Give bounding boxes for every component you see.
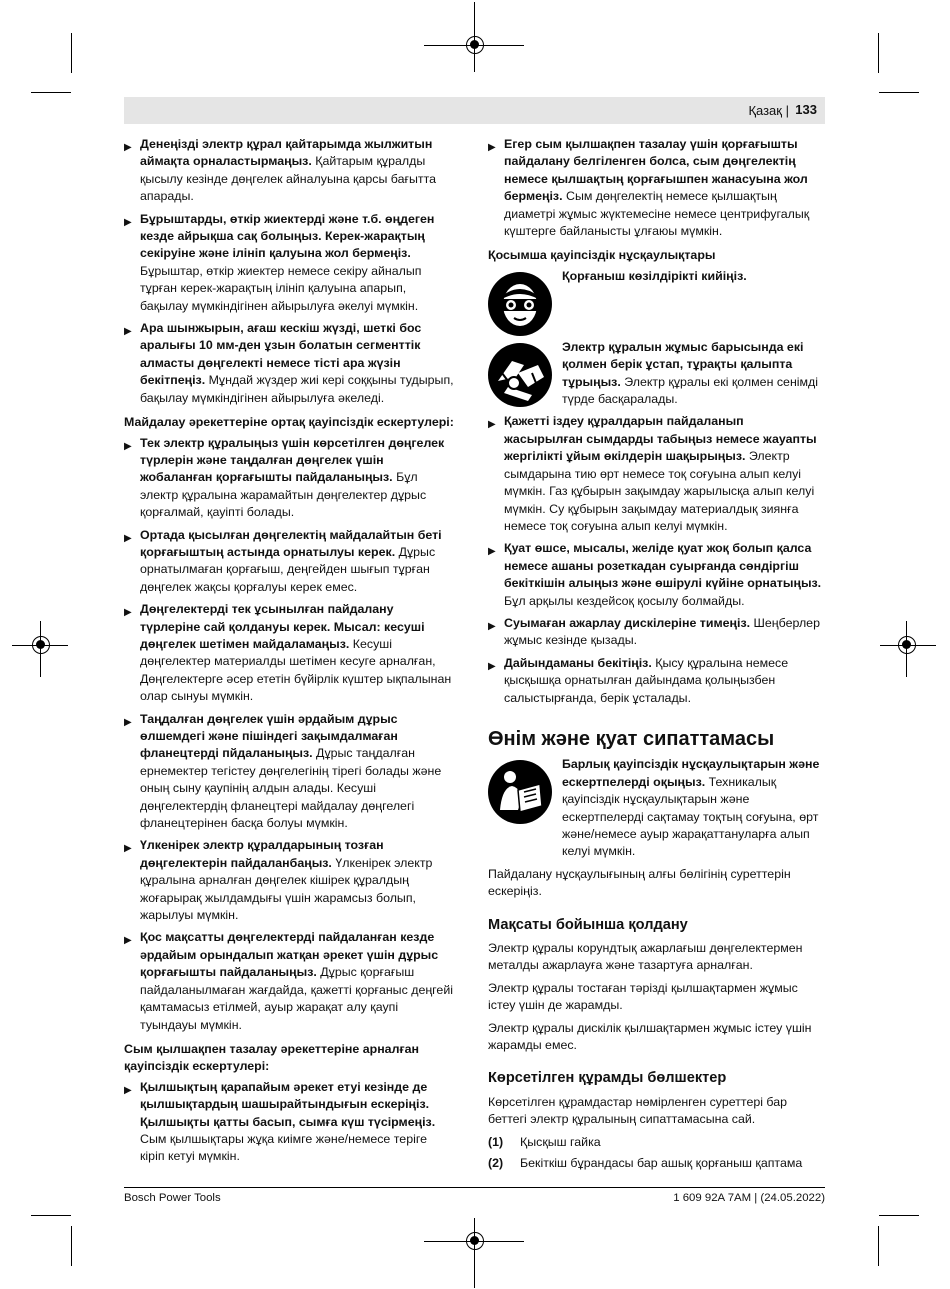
crop-mark	[71, 33, 72, 73]
header-language: Қазақ |	[748, 103, 789, 118]
bullet-bold: Қажетті іздеу құралдарын пайдаланып жасырылған сымдарды табыңыз немесе жауапты жергілікті ұйым өкілдерін шақырыңыз.	[504, 414, 817, 464]
bullet-triangle-icon: ▶	[124, 935, 132, 947]
bullet-bold: Ара шынжырын, ағаш кескіш жүзді, шеткі бос аралығы 10 мм-ден ұзын болатын сегменттік алмасты дөңгелекті немесе тісті ара жүзін бекітпеңіз.	[140, 321, 422, 388]
section-heading-wire-brushing: Сым қылшақпен тазалау әрекеттеріне арналған қауіпсіздік ескертулері:	[124, 1041, 419, 1074]
read-manual-icon	[488, 760, 552, 824]
component-number: (2)	[488, 1156, 504, 1171]
bullet-list	[124, 435, 454, 1034]
component-number: (1)	[488, 1134, 504, 1149]
bullet-triangle-icon: ▶	[124, 440, 132, 452]
bullet-triangle-icon: ▶	[124, 142, 132, 153]
bullet-text: Мұндай жүздер жиі кері соққыны тудырып, бақылау мүмкіндігінен айырылуға әкеледі.	[140, 373, 454, 405]
heading-intended-use: Мақсаты бойынша қолдану	[488, 916, 688, 933]
section-title: Өнім және қуат сипаттамасы	[488, 727, 775, 750]
bullet-bold: Ортада қысылған дөңгелектің майдалайтын беті қорғағыштың астында орнатылуы керек.	[140, 527, 442, 559]
bullet-text: Электр сымдарына тию өрт немесе тоқ соғуына алып келуі мүмкін. Газ құбырын зақымдау жарылысқа алып келуі мүмкін. Су құбырын зақымдау материалдық зиянға немесе тоқ соғуына алып келуі мүмкін.	[504, 449, 815, 533]
bullet-list	[124, 136, 454, 407]
section-heading-grinding: Майдалау әрекеттеріне ортақ қауіпсіздік ескертулері:	[124, 415, 454, 430]
bullet-bold: Тек электр құралыңыз үшін көрсетілген дөңгелек түрлерін және таңдалған дөңгелек үшін жобаланған қорғағышты пайдаланыңыз.	[140, 435, 445, 485]
bullet-bold: Қылшықтың қарапайым әрекет етуі кезінде де қылшықтардың шашырайтындығын ескеріңіз. Қылшықты қатты басып, сымға күш түсірмеңіз.	[140, 1079, 436, 1129]
bullet-triangle-icon: ▶	[488, 419, 496, 431]
bullet-bold: Қос мақсатты дөңгелектерді пайдаланған кезде әрдайым орындалып жатқан әрекет үшін дұрыс қорғағышты пайдаланыңыз.	[140, 930, 439, 980]
bullet-triangle-icon: ▶	[488, 142, 496, 153]
bullet-triangle-icon: ▶	[124, 716, 132, 728]
bullet-bold: Дөңгелектерді тек ұсынылған пайдалану түрлеріне сай қолдануы керек. Мысал: кесуші дөңгелек шетімен майдаламаңыз.	[140, 602, 425, 651]
bullet-text: Шеңберлер жұмыс кезінде қызады.	[504, 615, 820, 648]
bullet-text: Сым қылшықтары жұқа киімге және/немесе теріге кіріп кетуі мүмкін.	[140, 1131, 427, 1164]
safety-goggles-icon	[488, 272, 552, 336]
notice-bold: Қорғаныш көзілдірікті кийіңіз.	[562, 268, 747, 283]
bullet-item	[488, 655, 825, 707]
bullet-list	[488, 136, 825, 240]
bullet-bold: Егер сым қылшақпен тазалау үшін қорғағышты пайдалану белгіленген болса, сым дөңгелектің немесе қылшақтың қорғағышпен жанасуына жол бермеңіз.	[504, 137, 808, 204]
footer-brand: Bosch Power Tools	[124, 1192, 221, 1204]
goggles-notice	[488, 268, 825, 334]
bullet-item	[488, 413, 825, 535]
crop-mark	[31, 92, 71, 93]
paragraph-images: Пайдалану нұсқаулығының алғы бөлігінің суреттерін ескеріңіз.	[488, 866, 791, 899]
footer-rule	[124, 1187, 825, 1188]
bullet-triangle-icon: ▶	[488, 546, 496, 558]
crop-mark	[878, 33, 879, 73]
bullet-text: Бұрыштар, өткір жиектер немесе секіру айналып тұрған керек-жарақтың ілініп қалуына апарып, бақылау мүмкіндігінен айырылуға әкелуі мүмкін.	[140, 263, 422, 313]
registration-mark-icon	[898, 636, 916, 654]
bullet-item	[124, 320, 454, 407]
registration-mark-icon	[466, 36, 484, 54]
components-intro: Көрсетілген құрамдастар нөмірленген суреттері бар беттегі электр құралының сипаттамасына сай.	[488, 1094, 788, 1127]
bullet-item	[124, 601, 454, 705]
bullet-item	[488, 136, 825, 240]
notice-bold: Барлық қауіпсіздік нұсқаулықтарын және ескертпелерді оқыңыз.	[562, 757, 820, 789]
bullet-triangle-icon: ▶	[124, 532, 132, 544]
bullet-item	[124, 837, 454, 924]
bullet-text: Қысу құралына немесе қысқышқа орнатылған дайындама қолыңызбен салыстырғанда, берік ұсталады.	[504, 655, 789, 705]
bullet-text: Бұл арқылы кездейсоқ қосылу болмайды.	[504, 593, 745, 608]
heading-components: Көрсетілген құрамды бөлшектер	[488, 1070, 727, 1087]
bullet-item	[124, 211, 454, 315]
bullet-text: Дұрыс таңдалған ернемектер тегістеу дөңгелегінің тірегі болады және оның сыну қаупінің алдын алады. Кесуші дөңгелектердің фланецтері майдалау дөңгелегі фланецтерінен басқа болуы мүмкін.	[140, 746, 442, 831]
page-number: 133	[795, 102, 817, 117]
two-hands-grip-icon	[488, 343, 552, 407]
bullet-bold: Бұрыштарды, өткір жиектерді және т.б. өңдеген кезде айрықша сақ болыңыз. Керек-жарақтың секіруіне және ілініп қалуына жол бермеңіз.	[140, 211, 435, 261]
notice-text: Техникалық қауіпсіздік нұсқаулықтарын және ескертпелерді сақтамау тоқтың соғуына, өрт және/немесе ауыр жарақаттануларға алып келуі мүмкін.	[562, 774, 819, 859]
bullet-item	[488, 615, 825, 650]
bullet-triangle-icon: ▶	[124, 843, 132, 855]
bullet-bold: Денеңізді электр құрал қайтарымда жылжитын аймақта орналастырмаңыз.	[140, 137, 433, 169]
bullet-triangle-icon: ▶	[124, 216, 132, 228]
bullet-text: Үлкенірек электр құралына арналған дөңгелек кішірек құралдың жоғарырақ жылдамдығы үшін жарамсыз болып, жарылуы мүмкін.	[140, 855, 433, 923]
crop-mark	[878, 1226, 879, 1266]
bullet-text: Қайтарым құралды қысылу кезінде дөңгелек айналуына қарсы бағытта апарады.	[140, 154, 437, 204]
crop-mark	[71, 1226, 72, 1266]
bullet-item	[488, 540, 825, 610]
bullet-item	[124, 711, 454, 833]
bullet-text: Сым дөңгелектің немесе қылшақтың диаметрі жұмыс жүктемесіне немесе центрифугалық күштерге байланысты ұлғаюы мүмкін.	[504, 189, 810, 239]
bullet-triangle-icon: ▶	[124, 607, 132, 619]
bullet-text: Кесуші дөңгелектер материалды шетімен кесуге арналған, Дөңгелектерге әсер ететін бүйірлік күштер ықпалынан олар сынуы мүмкін.	[140, 636, 452, 704]
intended-use-paragraph: Электр құралы дискілік қылшақтармен жұмыс істеу үшін жарамды емес.	[488, 1020, 812, 1053]
bullet-list	[488, 413, 825, 707]
bullet-bold: Үлкенірек электр құралдарының тозған дөңгелектерін пайдаланбаңыз.	[140, 838, 384, 870]
bullet-text: Дұрыс қорғағыш пайдаланылмаған жағдайда, қажетті қорғаныс деңгейі қамтамасыз етілмей, ауыр жарақат алу қаупі туындауы мүмкін.	[140, 965, 453, 1032]
notice-text: Электр құралы екі қолмен сенімді түрде басқаралады.	[562, 374, 819, 407]
components-list	[488, 1134, 825, 1173]
bullet-text: Дұрыс орнатылмаған қорғағыш, деңгейден шығып тұрған дөңгелек жақсы қорғалуы керек емес.	[140, 544, 436, 594]
bullet-triangle-icon: ▶	[124, 326, 132, 338]
left-column	[124, 136, 454, 1171]
crop-mark	[879, 92, 919, 93]
component-label: Қысқыш гайка	[520, 1134, 601, 1149]
right-column	[488, 136, 825, 1177]
intended-use-paragraph: Электр құралы тостаған тәрізді қылшақтармен жұмыс істеу үшін де жарамды.	[488, 980, 798, 1013]
crop-mark	[31, 1215, 71, 1216]
bullet-item	[124, 1079, 454, 1166]
bullet-triangle-icon: ▶	[488, 660, 496, 672]
bullet-item	[124, 435, 454, 522]
registration-mark-icon	[32, 636, 50, 654]
page-header	[124, 97, 825, 124]
two-hands-notice	[488, 339, 825, 409]
bullet-bold: Қуат өшсе, мысалы, желіде қуат жоқ болып қалса немесе ашаны розеткадан суырғанда сөндіргіш бекіткішін алыңыз және өшірулі күйіне орнатыңыз.	[504, 541, 822, 591]
bullet-triangle-icon: ▶	[124, 1084, 132, 1096]
bullet-bold: Таңдалған дөңгелек үшін әрдайым дұрыс өлшемдегі және пішіндегі зақымдалмаған фланецтерді пйдаланыңыз.	[140, 711, 398, 761]
bullet-list	[124, 1079, 454, 1166]
footer-doc-id: 1 609 92A 7AM | (24.05.2022)	[673, 1192, 825, 1204]
bullet-text: Бұл электр құралына жарамайтын дөңгелектер дұрыс қорғалмай, қауіпті болады.	[140, 470, 427, 520]
read-manual-notice	[488, 756, 825, 860]
bullet-item	[124, 527, 454, 597]
section-heading-additional: Қосымша қауіпсіздік нұсқаулықтары	[488, 248, 716, 263]
component-label: Бекіткіш бұрандасы бар ашық қорғаныш қаптама	[520, 1156, 803, 1171]
registration-mark-icon	[466, 1232, 484, 1250]
intended-use-list	[488, 940, 825, 1054]
bullet-item	[124, 929, 454, 1033]
component-item	[488, 1134, 825, 1151]
bullet-triangle-icon: ▶	[488, 620, 496, 632]
bullet-bold: Суымаған ажарлау дискілеріне тимеңіз.	[504, 615, 751, 630]
component-item	[488, 1155, 825, 1172]
bullet-item	[124, 136, 454, 206]
notice-bold: Электр құралын жұмыс барысында екі қолмен берік ұстап, тұрақты қалыпта тұрыңыз.	[562, 339, 804, 389]
intended-use-paragraph: Электр құралы корундтық ажарлағыш дөңгелектермен металды ажарлауға және тазартуға арналған.	[488, 941, 803, 973]
registration-line	[474, 1218, 475, 1288]
crop-mark	[879, 1215, 919, 1216]
bullet-bold: Дайындаманы бекітіңіз.	[504, 655, 652, 670]
